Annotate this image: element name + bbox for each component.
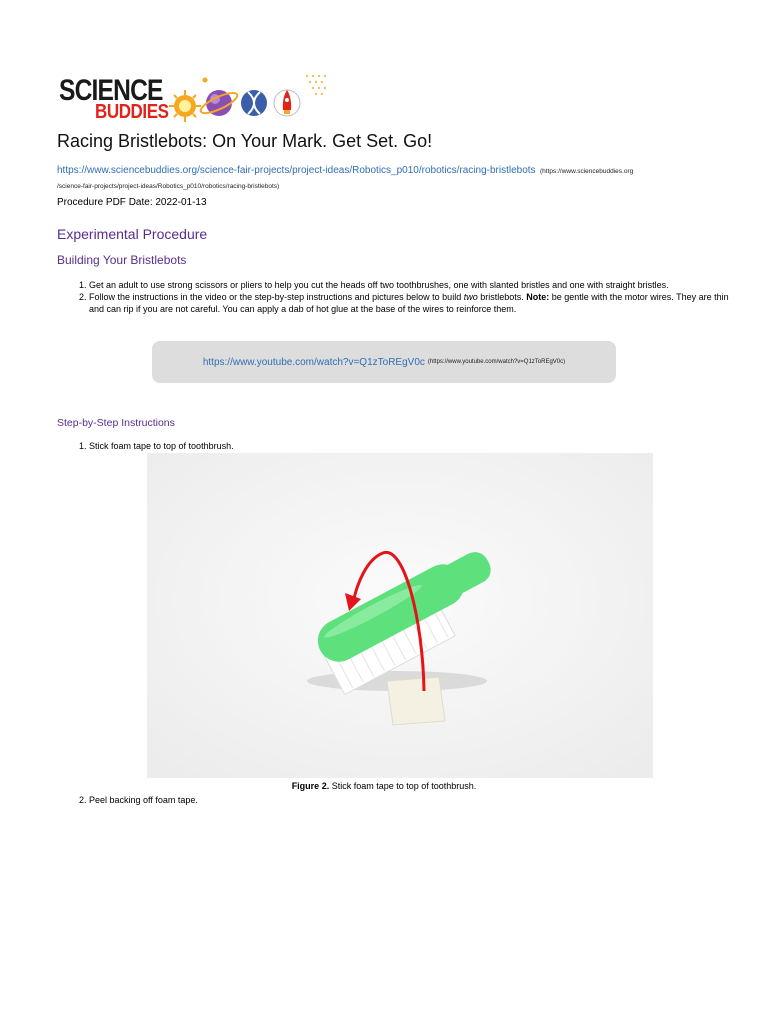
logo-word-buddies: BUDDIES <box>95 101 169 123</box>
rocket-icon <box>274 90 300 116</box>
procedure-step-2-note: Note: <box>526 292 550 302</box>
procedure-step-1-text: Get an adult to use strong scissors or pliers to help you cut the heads off two toothbrushes, one with slanted bristles and one with straight bristles. <box>89 280 669 290</box>
video-url-plain: (https://www.youtube.com/watch?v=Q1zToREgV0c) <box>427 359 566 365</box>
sbs-step-1: 1. Stick foam tape to top of toothbrush. <box>89 440 739 452</box>
procedure-step-2-text-c: be gentle with the motor wires. They are thin and can rip if you are not careful. You can apply a dab of hot glue at the base of the wires to reinforce them. <box>89 292 729 314</box>
logo-word-science: SCIENCE <box>59 74 163 107</box>
subheading: Building Your Bristlebots <box>57 253 187 267</box>
step-by-step-heading: Step-by-Step Instructions <box>57 417 175 429</box>
figure-caption <box>0 781 768 791</box>
procedure-step-2 <box>89 291 739 315</box>
sbs-step-2: 2. Peel backing off foam tape. <box>89 794 739 806</box>
project-url-block <box>57 163 707 193</box>
video-link[interactable]: https://www.youtube.com/watch?v=Q1zToREgV0c <box>202 356 425 368</box>
toothbrush-photo <box>147 453 653 778</box>
pdf-date: Procedure PDF Date: 2022-01-13 <box>57 197 207 208</box>
dots-decoration <box>306 75 326 95</box>
procedure-step-2-text-b: bristlebots. <box>477 292 527 302</box>
video-link-box <box>152 341 616 383</box>
figure-caption-text: Stick foam tape to top of toothbrush. <box>329 781 477 791</box>
project-url-link[interactable]: https://www.sciencebuddies.org/science-fair-projects/project-ideas/Robotics_p010/robotics/racing-bristlebots <box>57 165 536 176</box>
section-heading: Experimental Procedure <box>57 226 208 242</box>
project-url-plain-2: /science-fair-projects/project-ideas/Robotics_p010/robotics/racing-bristlebots) <box>57 183 280 190</box>
foam-tape-square <box>387 677 445 725</box>
sbs-step-list-1 <box>57 440 739 452</box>
procedure-step-2-emphasis: two <box>463 292 478 302</box>
procedure-step-1 <box>89 279 739 291</box>
procedure-step-2-text-a: Follow the instructions in the video or the step-by-step instructions and pictures below to build <box>89 292 464 302</box>
page-title: Racing Bristlebots: On Your Mark. Get Set. Go! <box>57 131 433 151</box>
sun-icon <box>169 90 201 122</box>
dna-icon <box>241 90 267 116</box>
procedure-steps <box>57 279 739 315</box>
sbs-step-list-2 <box>57 794 739 806</box>
science-buddies-logo[interactable] <box>57 70 327 128</box>
figure-label: Figure 2. <box>291 781 330 791</box>
science-buddies-logo-icons <box>169 70 329 128</box>
project-url-plain-1: (https://www.sciencebuddies.org <box>540 168 634 175</box>
figure-2-image <box>147 453 653 778</box>
planet-icon <box>198 78 239 117</box>
